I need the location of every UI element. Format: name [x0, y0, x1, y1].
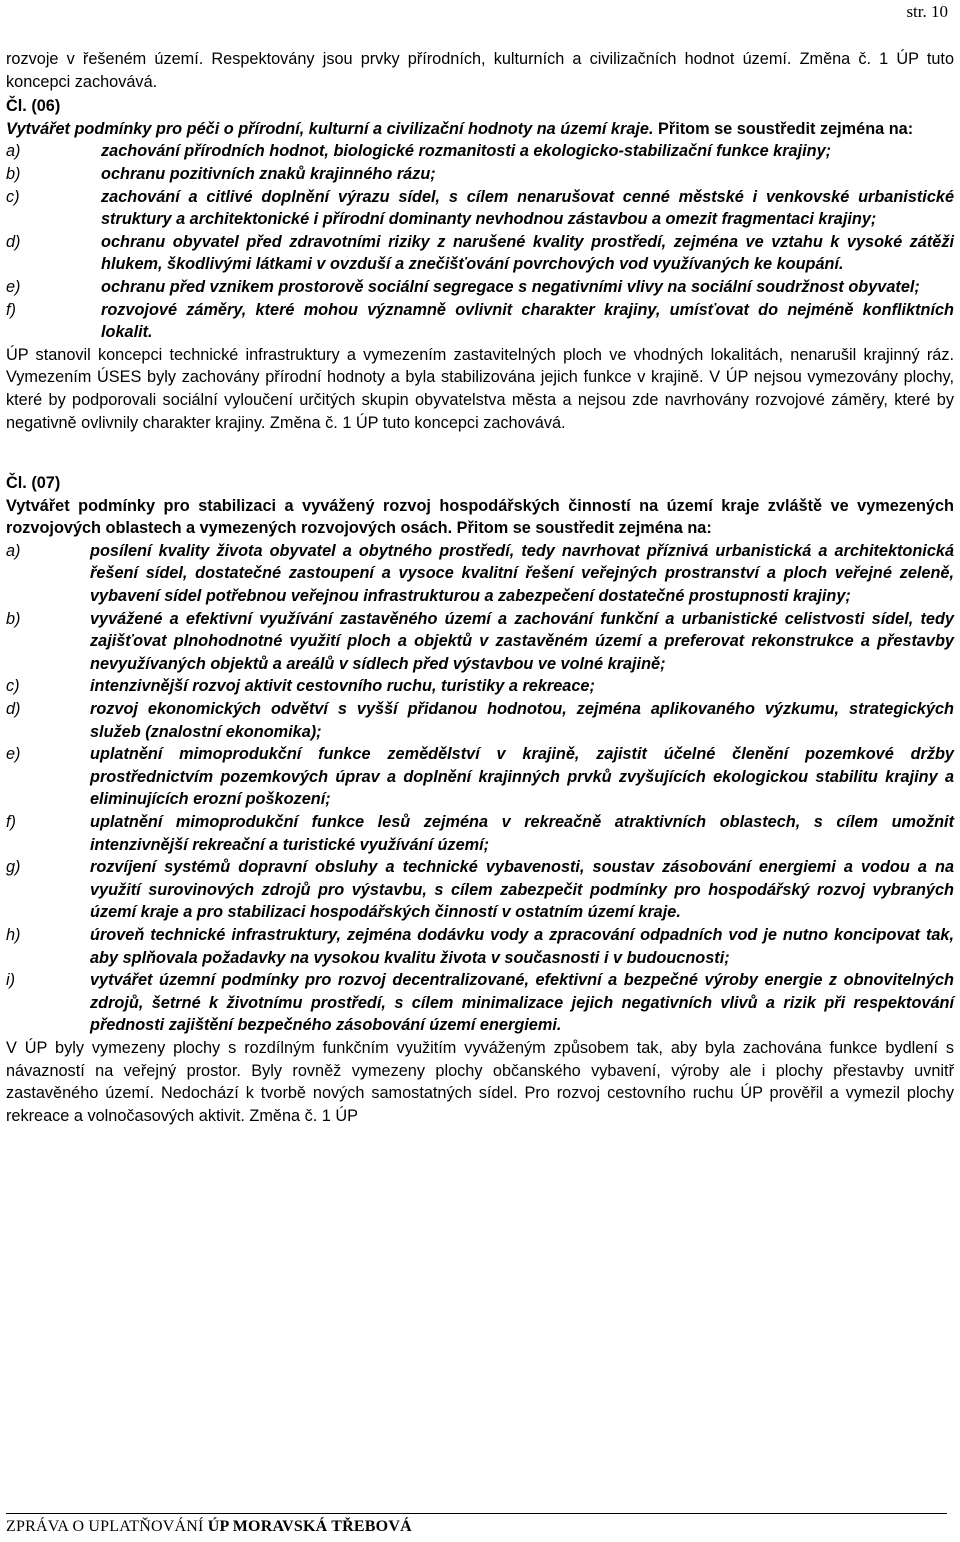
item-letter: d) — [6, 700, 21, 719]
item-text: ochranu obyvatel před zdravotními riziky z narušené kvality prostředí, zejména ve vztahu k vysoké zátěži hlukem, škodlivými látkami v ovzduší a znečišťování povrchových vod využívaných ke koupání. — [101, 232, 954, 274]
article-07-comment: V ÚP byly vymezeny plochy s rozdílným funkčním využitím vyváženým způsobem tak, aby byla zachována funkce bydlení s návazností na veřejný prostor. Byly rovněž vymezeny plochy občanského vybavení, výroby ale i plochy přestavby uvnitř zastavěného území. Nedochází k tvorbě nových samostatných sídel. Pro rozvoj cestovního ruchu ÚP prověřil a vymezil plochy rekreace a volnočasových aktivit. Změna č. 1 ÚP — [6, 1038, 954, 1125]
page-number: str. 10 — [906, 2, 948, 21]
list-item — [6, 163, 954, 186]
article-07-lead: Vytvářet podmínky pro stabilizaci a vyvážený rozvoj hospodářských činností na území kraje zvláště ve vymezených rozvojových oblastech a vymezených rozvojových osách. Přitom se soustředit zejména na: — [6, 496, 954, 538]
list-item — [6, 969, 954, 1037]
item-letter: a) — [6, 541, 21, 560]
list-item — [6, 540, 954, 608]
item-text: vyvážené a efektivní využívání zastavěného území a zachování funkční a urbanistické celistvosti sídel, tedy zajišťovat plnohodnotné využití ploch a objektů v zastavěném území a preferovat rekonstrukce a přestavby nevyužívaných objektů a areálů v sídlech před výstavbou ve volné krajině; — [90, 609, 954, 673]
footer-prefix: ZPRÁVA O UPLATŇOVÁNÍ — [6, 1518, 204, 1535]
item-text: úroveň technické infrastruktury, zejména dodávku vody a zpracování odpadních vod je nutno koncipovat tak, aby splňovala požadavky na vysokou kvalitu života v současnosti i v budoucnosti; — [90, 925, 954, 967]
list-item — [6, 140, 954, 163]
item-letter: i) — [6, 971, 16, 990]
item-letter: c) — [6, 187, 20, 206]
article-06-lead — [6, 118, 954, 141]
item-text: intenzivnější rozvoj aktivit cestovního ruchu, turistiky a rekreace; — [90, 677, 595, 696]
article-07-list — [6, 540, 954, 1037]
article-06-label: Čl. (06) — [6, 97, 61, 116]
item-letter: g) — [6, 858, 21, 877]
item-text: rozvojové záměry, které mohou významně ovlivnit charakter krajiny, umísťovat do nejméně konfliktních lokalit. — [101, 300, 954, 342]
item-text: ochranu pozitivních znaků krajinného rázu; — [101, 164, 436, 183]
list-item — [6, 924, 954, 969]
item-text: uplatnění mimoprodukční funkce zemědělství v krajině, zajistit účelné členění pozemkové držby prostřednictvím pozemkových úprav a doplnění krajinných prvků zvyšujících ekologickou stabilitu krajiny a eliminujících erozní poškození; — [90, 745, 954, 809]
document-body — [6, 48, 954, 1127]
page-footer — [6, 1518, 412, 1536]
item-text: uplatnění mimoprodukční funkce lesů zejména v rekreačně atraktivních oblastech, s cílem umožnit intenzivnější rekreační a turistické využívání území; — [90, 813, 954, 854]
footer-divider — [6, 1513, 947, 1514]
item-text: rozvoj ekonomických odvětví s vyšší přidanou hodnotou, zejména aplikovaného výzkumu, strategických služeb (znalostní ekonomika); — [90, 700, 954, 741]
item-letter: h) — [6, 925, 21, 944]
list-item — [6, 186, 954, 231]
intro-paragraph: rozvoje v řešeném území. Respektovány jsou prvky přírodních, kulturních a civilizačních hodnot území. Změna č. 1 ÚP tuto koncepci zachovává. — [6, 50, 954, 91]
item-letter: e) — [6, 277, 21, 296]
list-item — [6, 856, 954, 924]
item-letter: f) — [6, 300, 16, 319]
item-text: zachování a citlivé doplnění výrazu sídel, s cílem nenarušovat cenné městské i venkovské urbanistické struktury a architektonické i přírodní dominanty nevhodnou zástavbou a omezit fragmentaci krajiny; — [101, 187, 954, 229]
list-item — [6, 675, 954, 698]
item-letter: b) — [6, 609, 21, 628]
item-letter: f) — [6, 813, 16, 831]
item-text: posílení kvality života obyvatel a obytného prostředí, tedy navrhovat příznivá urbanistická a architektonická řešení sídel, dostatečné zastoupení a vysoce kvalitní řešení veřejných prostranství a ploch veřejné zeleně, vybavení sídel potřebnou veřejnou infrastrukturou a zabezpečení dostatečné prostupnosti krajiny; — [90, 541, 954, 606]
item-text: rozvíjení systémů dopravní obsluhy a technické vybavenosti, soustav zásobování energiemi a vodou a na využití surovinových zdrojů pro výstavbu, s cílem zabezpečit podmínky pro hospodářský rozvoj vybraných území kraje a pro stabilizaci hospodářských činností v ostatním území kraje. — [90, 858, 954, 922]
article-07-heading — [6, 472, 954, 495]
item-text: ochranu před vznikem prostorově sociální segregace s negativními vlivy na sociální soudržnost obyvatel; — [101, 277, 920, 296]
list-item — [6, 743, 954, 811]
article-06-heading — [6, 95, 954, 118]
list-item — [6, 811, 954, 856]
article-07-label: Čl. (07) — [6, 474, 61, 493]
list-item — [6, 608, 954, 676]
list-item — [6, 276, 954, 299]
footer-title: ÚP MORAVSKÁ TŘEBOVÁ — [207, 1518, 412, 1535]
list-item — [6, 698, 954, 743]
item-text: vytvářet územní podmínky pro rozvoj decentralizované, efektivní a bezpečné výroby energie z obnovitelných zdrojů, šetrné k životnímu prostředí, s cílem minimalizace jejich negativních vlivů a rizik při respektování přednosti zajištění bezpečného zásobování území energiemi. — [90, 971, 954, 1035]
item-letter: c) — [6, 677, 20, 696]
article-06-comment: ÚP stanovil koncepci technické infrastruktury a vymezením zastavitelných ploch ve vhodných lokalitách, nenarušil krajinný ráz. Vymezením ÚSES byly zachovány přírodní hodnoty a byla stabilizována jejich funkce v krajině. V ÚP nejsou vymezovány plochy, které by podporovali sociální vyloučení určitých skupin obyvatelstva města a nejsou zde navrhovány rozvojové záměry, které by negativně ovlivnily charakter krajiny. Změna č. 1 ÚP tuto koncepci zachovává. — [6, 345, 954, 432]
item-text: zachování přírodních hodnot, biologické rozmanitosti a ekologicko-stabilizační funkce krajiny; — [101, 142, 832, 161]
list-item — [6, 299, 954, 344]
item-letter: e) — [6, 745, 21, 764]
list-item — [6, 231, 954, 276]
item-letter: a) — [6, 142, 21, 161]
item-letter: d) — [6, 232, 21, 251]
article-06-lead-italic: Vytvářet podmínky pro péči o přírodní, kulturní a civilizační hodnoty na území kraje. — [6, 119, 654, 138]
article-06-lead-plain: Přitom se soustředit zejména na: — [658, 119, 914, 138]
article-06-list — [6, 140, 954, 343]
item-letter: b) — [6, 164, 21, 183]
